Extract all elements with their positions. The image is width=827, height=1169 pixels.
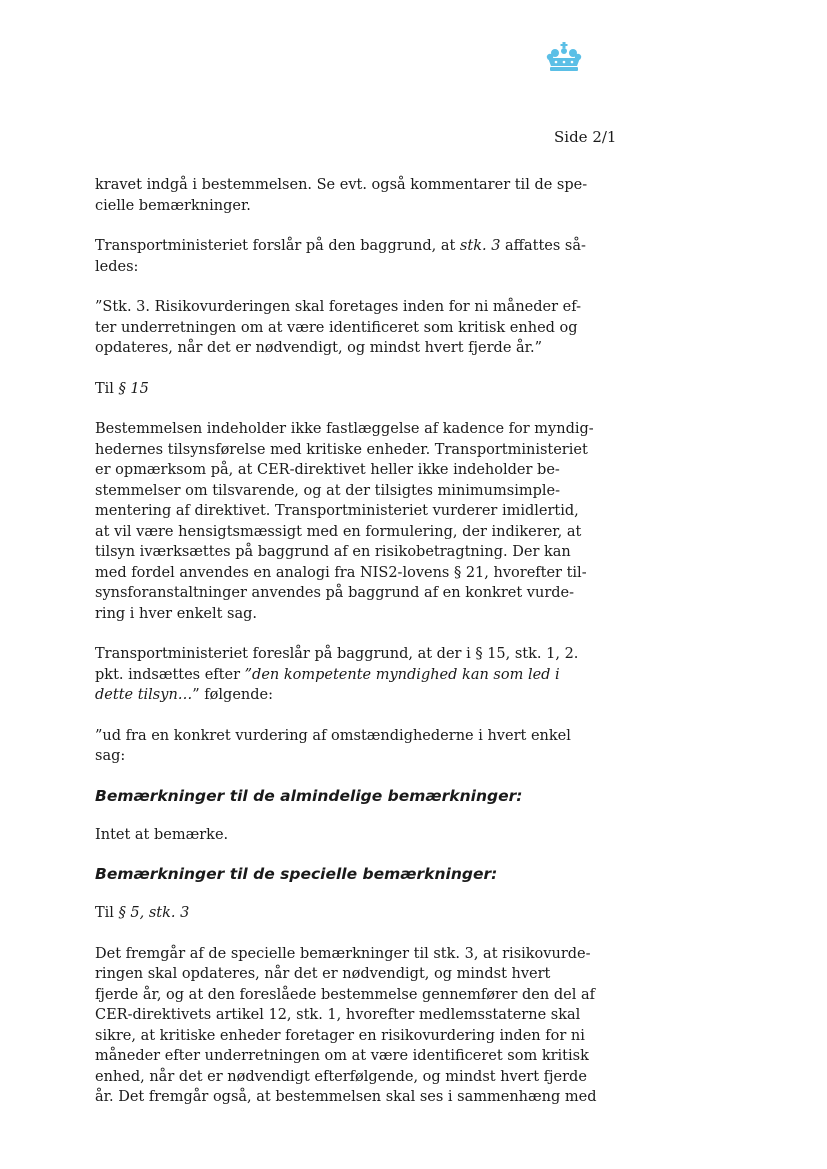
text-line: er opmærksom på, at CER-direktivet heller ikke indeholder be-: [95, 462, 560, 478]
text-run: affattes så-: [500, 238, 586, 254]
text-line: opdateres, når det er nødvendigt, og mindst hvert fjerde år.”: [95, 340, 543, 356]
text-line: CER-direktivets artikel 12, stk. 1, hvorefter medlemsstaterne skal: [95, 1007, 581, 1023]
section-ref: [95, 379, 533, 400]
paragraph: [95, 236, 586, 277]
text-line: fjerde år, og at den foreslåede bestemmelse gennemfører den del af: [95, 986, 595, 1003]
text-run-italic: ”den kompetente myndighed kan som led i: [244, 666, 560, 683]
text-line: [95, 236, 586, 257]
text-run-italic: stk. 3: [459, 238, 501, 254]
text-line: ledes:: [95, 258, 139, 275]
text-line: [95, 903, 533, 924]
text-line: Bestemmelsen indeholder ikke fastlæggelse af kadence for myndig-: [95, 421, 594, 437]
text-line: Transportministeriet foreslår på baggrund, at der i § 15, stk. 1, 2.: [95, 646, 579, 662]
text-line: enhed, når det er nødvendigt efterfølgende, og mindst hvert fjerde: [95, 1068, 587, 1085]
paragraph: [95, 644, 579, 706]
text-line: år. Det fremgår også, at bestemmelsen skal ses i sammenhæng med: [95, 1089, 597, 1105]
text-line: stemmelser om tilsvarende, og at der tilsigtes minimumsimple-: [95, 482, 560, 499]
section-heading: Bemærkninger til de specielle bemærkninger:: [95, 865, 498, 883]
crown-icon: [546, 42, 582, 72]
text-line: ringen skal opdateres, når det er nødvendigt, og mindst hvert: [95, 966, 551, 982]
text-line: ring i hver enkelt sag.: [95, 605, 258, 622]
quoted-paragraph: [95, 297, 581, 359]
text-run: pkt. indsættes efter: [95, 666, 245, 683]
text-run-italic: § 15: [118, 380, 149, 397]
section-heading: Bemærkninger til de almindelige bemærkninger:: [95, 786, 523, 805]
section-ref: [95, 903, 533, 924]
text-line: cielle bemærkninger.: [95, 197, 251, 214]
paragraph: [95, 175, 588, 216]
text-line: tilsyn iværksættes på baggrund af en risikobetragtning. Der kan: [95, 544, 571, 560]
text-line: Det fremgår af de specielle bemærkninger til stk. 3, at risikovurde-: [95, 945, 591, 962]
text-line: kravet indgå i bestemmelsen. Se evt. også kommentarer til de spe-: [95, 177, 588, 193]
text-line: ”ud fra en konkret vurdering af omstændighederne i hvert enkel: [95, 727, 571, 744]
document-body: [95, 175, 597, 1108]
text-run-italic: § 5, stk. 3: [118, 905, 190, 921]
text-run-italic: dette tilsyn…: [95, 687, 193, 703]
text-line: hedernes tilsynsførelse med kritiske enheder. Transportministeriet: [95, 441, 588, 458]
text-line: [95, 379, 533, 400]
text-line: sikre, at kritiske enheder foretager en risikovurdering inden for ni: [95, 1027, 585, 1044]
text-line: sag:: [95, 748, 126, 764]
text-line: ”Stk. 3. Risikovurderingen skal foretages inden for ni måneder ef-: [95, 299, 581, 315]
text-line: synsforanstaltninger anvendes på baggrund af en konkret vurde-: [95, 585, 575, 601]
page-number: Side 2/1: [554, 128, 617, 146]
text-line: med fordel anvendes en analogi fra NIS2-lovens § 21, hvorefter til-: [95, 564, 587, 581]
text-line: mentering af direktivet. Transportministeriet vurderer imidlertid,: [95, 503, 579, 519]
text-line: ter underretningen om at være identificeret som kritisk enhed og: [95, 319, 578, 336]
text-line: Intet at bemærke.: [95, 826, 229, 843]
text-run: Transportministeriet forslår på den baggrund, at: [95, 238, 460, 254]
text-line: måneder efter underretningen om at være identificeret som kritisk: [95, 1048, 589, 1064]
quoted-paragraph: [95, 726, 571, 767]
text-run: Til: [95, 380, 119, 397]
text-line: [95, 685, 533, 706]
text-line: [95, 665, 560, 686]
paragraph: [95, 419, 594, 624]
paragraph: [95, 825, 533, 846]
text-run: ” følgende:: [192, 687, 273, 703]
paragraph: [95, 944, 597, 1108]
text-run: Til: [95, 905, 119, 921]
text-line: at vil være hensigtsmæssigt med en formulering, der indikerer, at: [95, 523, 582, 540]
